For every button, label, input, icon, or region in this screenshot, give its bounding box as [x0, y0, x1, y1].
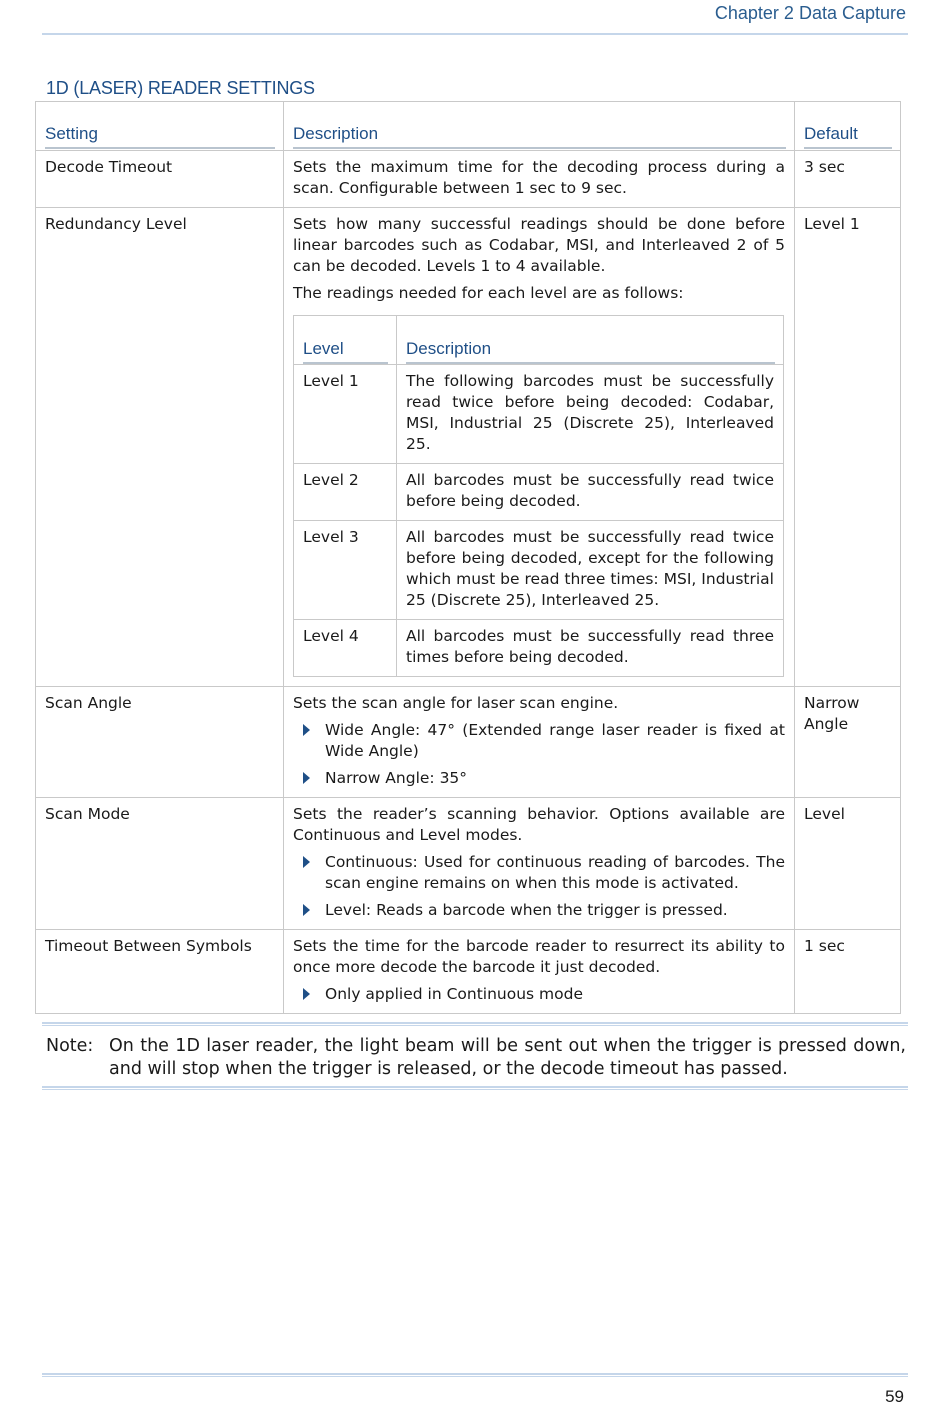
level-cell: Level 1	[294, 365, 397, 464]
default-cell: 3 sec	[795, 151, 901, 208]
subtable-row	[294, 620, 784, 677]
header-level-description: Description	[397, 316, 784, 365]
description-text: Sets the time for the barcode reader to resurrect its ability to once more decode the barcode it just decoded.	[293, 937, 785, 976]
bullet-item: Level: Reads a barcode when the trigger is pressed.	[293, 900, 785, 921]
level-description-cell: All barcodes must be successfully read twice before being decoded.	[397, 464, 784, 521]
default-cell: 1 sec	[795, 930, 901, 1014]
header-setting: Setting	[36, 102, 284, 151]
table-row	[36, 930, 901, 1014]
note-top-rule	[42, 1022, 908, 1026]
triangle-bullet-icon	[303, 724, 310, 736]
note-text: On the 1D laser reader, the light beam will be sent out when the trigger is pressed down, and will stop when the trigger is released, or the decode timeout has passed.	[109, 1036, 906, 1079]
default-cell: Narrow Angle	[795, 687, 901, 798]
subtable-row	[294, 365, 784, 464]
note	[46, 1035, 906, 1081]
description-cell	[284, 930, 795, 1014]
description-text: Sets the scan angle for laser scan engine.	[293, 694, 619, 712]
settings-table	[35, 101, 901, 1014]
level-description-cell: All barcodes must be successfully read twice before being decoded, except for the following which must be read three times: MSI, Industrial 25 (Discrete 25), Interleaved 25.	[397, 521, 784, 620]
bullet-item: Continuous: Used for continuous reading of barcodes. The scan engine remains on when this mode is activated.	[293, 852, 785, 894]
bullet-item: Narrow Angle: 35°	[293, 768, 785, 789]
table-row	[36, 687, 901, 798]
table-header-row	[36, 102, 901, 151]
header-description: Description	[284, 102, 795, 151]
bullet-item: Wide Angle: 47° (Extended range laser reader is fixed at Wide Angle)	[293, 720, 785, 762]
description-text: The readings needed for each level are as follows:	[293, 284, 684, 302]
description-cell	[284, 687, 795, 798]
default-cell: Level 1	[795, 208, 901, 687]
description-cell	[284, 151, 795, 208]
level-cell: Level 3	[294, 521, 397, 620]
triangle-bullet-icon	[303, 772, 310, 784]
level-description-cell: The following barcodes must be successfully read twice before being decoded: Codabar, MSI, Industrial 25 (Discrete 25), Interleaved 25.	[397, 365, 784, 464]
chapter-header: Chapter 2 Data Capture	[714, 3, 906, 23]
level-description-cell: All barcodes must be successfully read three times before being decoded.	[397, 620, 784, 677]
header-rule	[42, 33, 908, 35]
subtable-header-row	[294, 316, 784, 365]
level-cell: Level 4	[294, 620, 397, 677]
description-text: Sets the maximum time for the decoding process during a scan. Configurable between 1 sec to 9 sec.	[293, 158, 785, 197]
note-bottom-rule	[42, 1086, 908, 1090]
subtable-row	[294, 521, 784, 620]
section-title: 1D (LASER) READER SETTINGS	[46, 78, 315, 98]
footer-rule	[42, 1373, 908, 1377]
setting-cell: Decode Timeout	[36, 151, 284, 208]
setting-cell: Scan Mode	[36, 798, 284, 930]
redundancy-level-table	[293, 315, 784, 677]
description-cell	[284, 208, 795, 687]
default-cell: Level	[795, 798, 901, 930]
bullet-item: Only applied in Continuous mode	[293, 984, 785, 1005]
setting-cell: Timeout Between Symbols	[36, 930, 284, 1014]
description-cell	[284, 798, 795, 930]
table-row	[36, 208, 901, 687]
description-text: Sets the reader’s scanning behavior. Options available are Continuous and Level modes.	[293, 805, 785, 844]
table-row	[36, 151, 901, 208]
triangle-bullet-icon	[303, 904, 310, 916]
table-row	[36, 798, 901, 930]
level-cell: Level 2	[294, 464, 397, 521]
triangle-bullet-icon	[303, 988, 310, 1000]
triangle-bullet-icon	[303, 856, 310, 868]
setting-cell: Redundancy Level	[36, 208, 284, 687]
setting-cell: Scan Angle	[36, 687, 284, 798]
note-label: Note:	[46, 1036, 94, 1056]
description-text: Sets how many successful readings should be done before linear barcodes such as Codabar, MSI, and Interleaved 2 of 5 can be decoded. Levels 1 to 4 available.	[293, 215, 785, 275]
header-default: Default	[795, 102, 901, 151]
header-level: Level	[294, 316, 397, 365]
subtable-row	[294, 464, 784, 521]
page-number: 59	[885, 1387, 904, 1406]
